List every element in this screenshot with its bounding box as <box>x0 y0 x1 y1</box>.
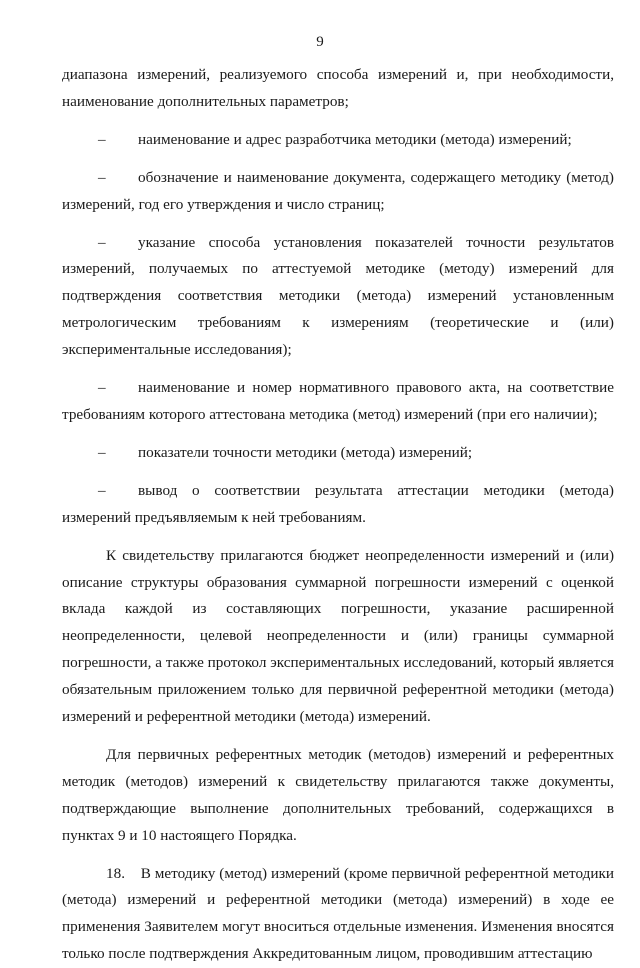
list-item <box>62 165 614 219</box>
list-item-text: указание способа установления показателей точности результатов измерений, получаемых по аттестуемой методике (методу) измерений для подтверждения соответствия методики (метода) измерений установленным метрологическим требованиям к измерениям (теоретические и (или) экспериментальные исследования); <box>62 233 614 359</box>
list-item-text: вывод о соответствии результата аттестации методики (метода) измерений предъявляемым к ней требованиям. <box>62 481 614 526</box>
paragraph: Для первичных референтных методик (методов) измерений и референтных методик (методов) измерений к свидетельству прилагаются также документы, подтверждающие выполнение дополнительных требований, содержащихся в пунктах 9 и 10 настоящего Порядка. <box>62 745 614 844</box>
paragraph-continuation: диапазона измерений, реализуемого способа измерений и, при необходимости, наименование дополнительных параметров; <box>62 66 614 110</box>
list-item <box>62 478 614 532</box>
dash-marker: – <box>98 168 106 186</box>
page-number: 9 <box>316 34 324 50</box>
list-item <box>62 127 614 154</box>
paragraph: К свидетельству прилагаются бюджет неопределенности измерений и (или) описание структуры образования суммарной погрешности измерений с оценкой вклада каждой из составляющих погрешности, указание расширенной неопределенности, целевой неопределенности и (или) границы суммарной погрешности, а также протокол экспериментальных исследований, который является обязательным приложением только для первичной референтной методики (метода) измерений и референтной методики (метода) измерений. <box>62 546 614 726</box>
list-item-text: показатели точности методики (метода) измерений; <box>138 443 473 461</box>
list-item <box>62 375 614 429</box>
list-item <box>62 440 614 467</box>
list-item-text: обозначение и наименование документа, содержащего методику (метод) измерений, год его утверждения и число страниц; <box>62 168 614 213</box>
paragraph-number: 18. <box>106 864 125 882</box>
paragraph-text: В методику (метод) измерений (кроме первичной референтной методики (метода) измерений и референтной методики (метода) измерений) в ходе ее применения Заявителем могут вноситься отдельные изменения. Изменения вносятся только после подтверждения Аккредитованным лицом, проводившим аттестацию <box>62 864 614 963</box>
list-item <box>62 230 614 365</box>
numbered-paragraph <box>62 861 614 968</box>
list-item-text: наименование и адрес разработчика методики (метода) измерений; <box>138 130 572 148</box>
dash-marker: – <box>98 443 106 461</box>
dash-marker: – <box>98 130 106 148</box>
dash-marker: – <box>98 481 106 499</box>
list-item-text: наименование и номер нормативного правового акта, на соответствие требованиям которого аттестована методика (метод) измерений (при его наличии); <box>62 379 614 423</box>
document-body <box>62 62 614 968</box>
dash-marker: – <box>98 233 106 251</box>
dash-marker: – <box>98 379 106 397</box>
